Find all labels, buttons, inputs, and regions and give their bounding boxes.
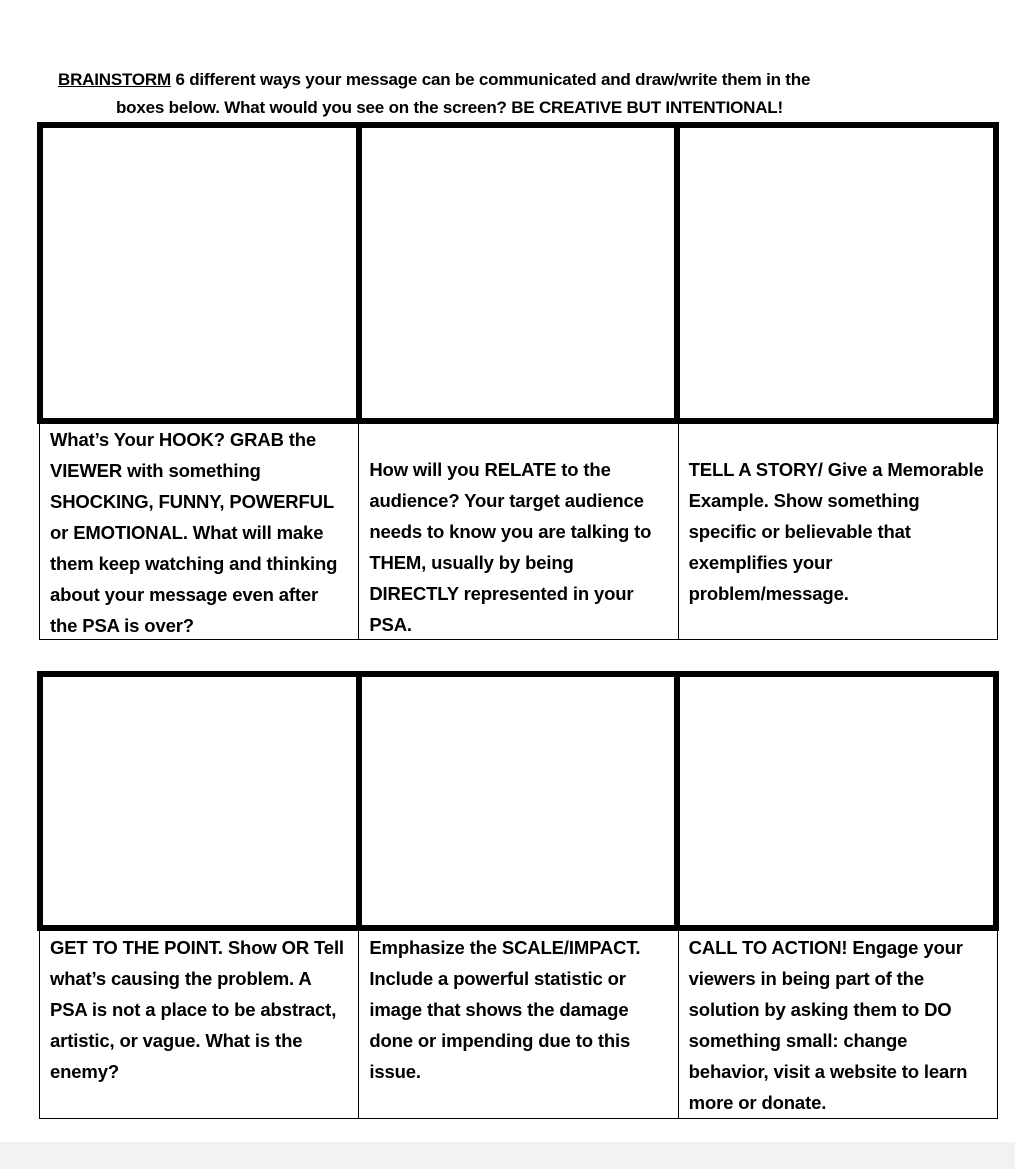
prompt-row-1 (39, 424, 998, 640)
prompt-point: GET TO THE POINT. Show OR Tell what’s causing the problem. A PSA is not a place to be abstract, artistic, or vague. What is the enemy? (50, 937, 344, 1082)
drawing-box-action[interactable] (674, 677, 993, 925)
instructions-line1: 6 different ways your message can be communicated and draw/write them in the (170, 70, 811, 89)
drawing-panels-row-1 (37, 122, 999, 424)
prompt-relate: How will you RELATE to the audience? Your target audience needs to know you are talking to THEM, usually by being DIRECTLY represented in your PSA. (358, 424, 677, 639)
drawing-box-impact[interactable] (356, 677, 675, 925)
drawing-box-relate[interactable] (356, 128, 675, 418)
drawing-box-story[interactable] (674, 128, 993, 418)
instructions-lead: BRAINSTORM (58, 70, 171, 89)
drawing-panels-row-2 (37, 671, 999, 931)
instructions-line2: boxes below. What would you see on the screen? BE CREATIVE BUT INTENTIONAL! (116, 98, 783, 117)
prompt-story: TELL A STORY/ Give a Memorable Example. Show something specific or believable that exemplifies your problem/message. (678, 424, 997, 639)
prompt-row-2 (39, 931, 998, 1119)
drawing-box-point[interactable] (43, 677, 356, 925)
instructions (58, 66, 958, 122)
prompt-hook: What’s Your HOOK? GRAB the VIEWER with something SHOCKING, FUNNY, POWERFUL or EMOTIONAL. What will make them keep watching and thinking about your message even after the PSA is over? (50, 429, 338, 636)
drawing-box-hook[interactable] (43, 128, 356, 418)
prompt-action: CALL TO ACTION! Engage your viewers in being part of the solution by asking them to DO something small: change behavior, visit a website to learn more or donate. (678, 931, 997, 1118)
prompt-impact: Emphasize the SCALE/IMPACT. Include a powerful statistic or image that shows the damage done or impending due to this issue. (358, 931, 677, 1118)
